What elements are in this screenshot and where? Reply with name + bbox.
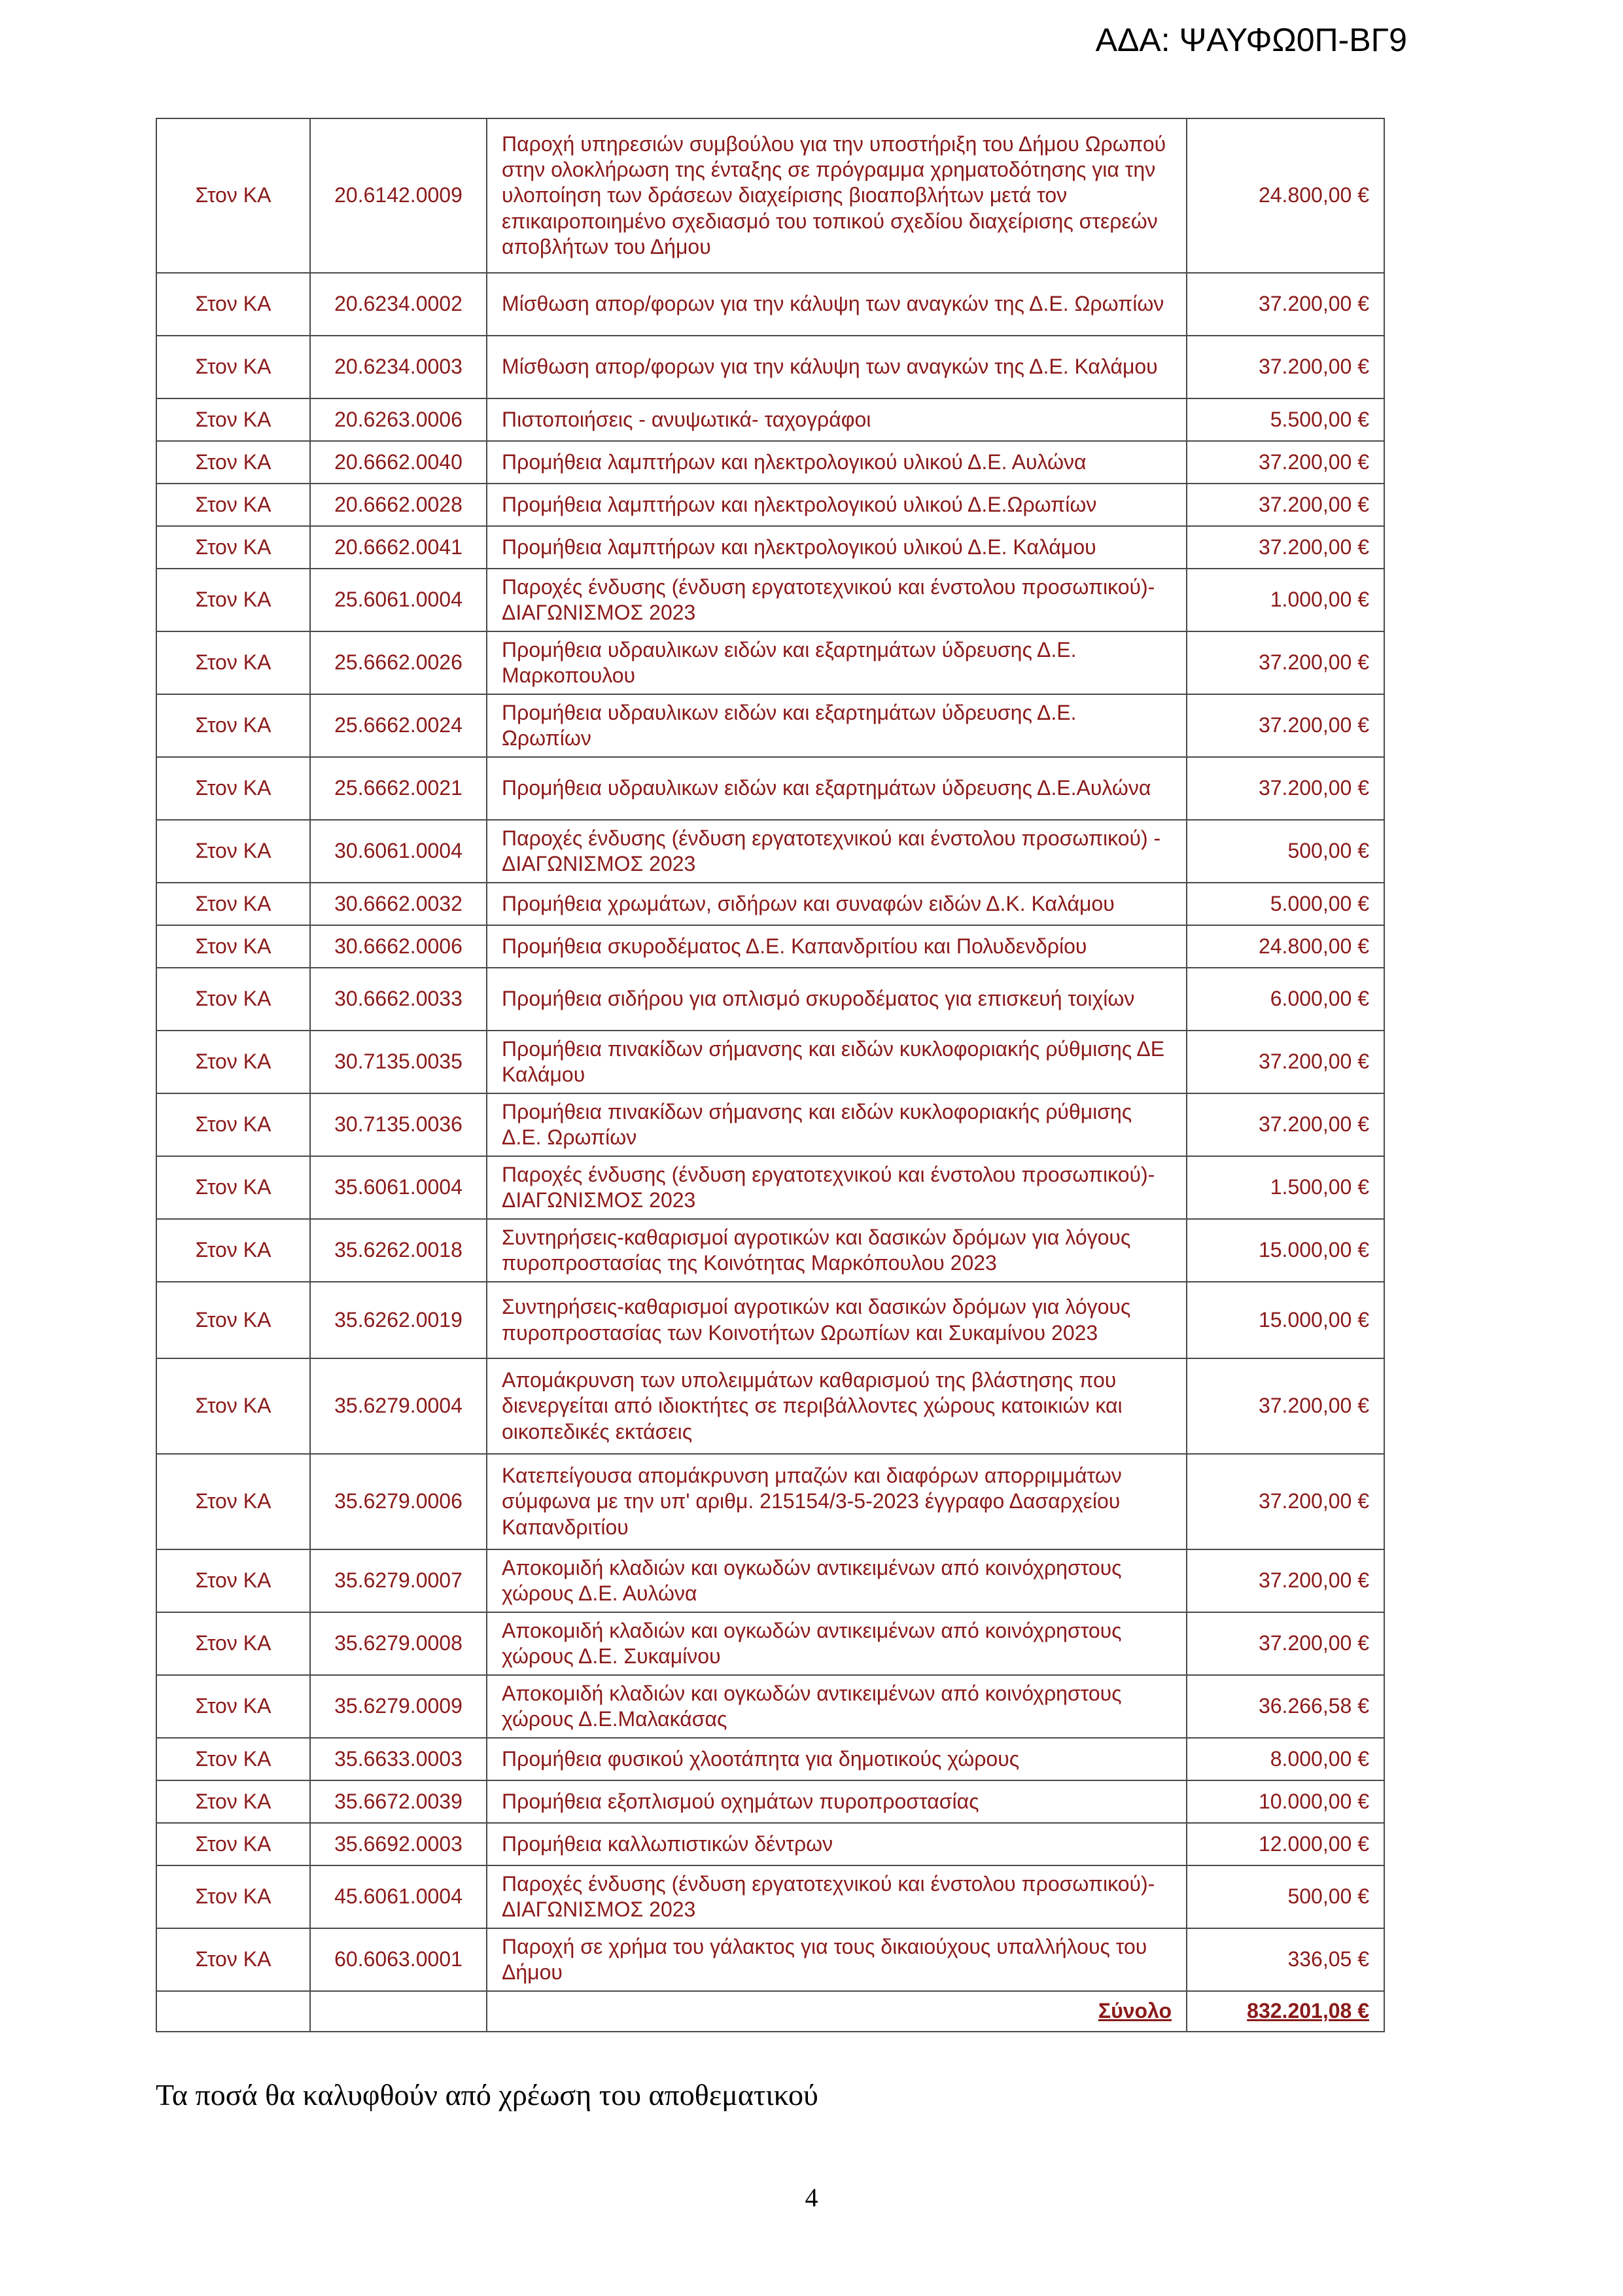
row-description: Προμήθεια χρωμάτων, σιδήρων και συναφών ειδών Δ.Κ. Καλάμου bbox=[487, 883, 1187, 925]
table-row bbox=[156, 1865, 1384, 1928]
row-code: 20.6142.0009 bbox=[310, 118, 487, 273]
row-description: Προμήθεια υδραυλικων ειδών και εξαρτημάτων ύδρευσης Δ.Ε. Ωρωπίων bbox=[487, 694, 1187, 757]
row-label: Στον ΚΑ bbox=[156, 1865, 310, 1928]
row-amount: 37.200,00 € bbox=[1187, 273, 1384, 336]
row-code: 25.6662.0024 bbox=[310, 694, 487, 757]
row-amount: 37.200,00 € bbox=[1187, 336, 1384, 398]
row-label: Στον ΚΑ bbox=[156, 968, 310, 1031]
row-code: 25.6662.0026 bbox=[310, 631, 487, 694]
row-code: 30.6662.0006 bbox=[310, 925, 487, 968]
table-row bbox=[156, 336, 1384, 398]
row-label: Στον ΚΑ bbox=[156, 820, 310, 883]
row-amount: 24.800,00 € bbox=[1187, 925, 1384, 968]
table-row bbox=[156, 1454, 1384, 1549]
row-description: Προμήθεια σιδήρου για οπλισμό σκυροδέματος για επισκευή τοιχίων bbox=[487, 968, 1187, 1031]
row-description: Παροχή υπηρεσιών συμβούλου για την υποστήριξη του Δήμου Ωρωπού στην ολοκλήρωση της ένταξης σε πρόγραμμα χρηματοδότησης για την υλοποίηση των δράσεων διαχείρισης βιοαποβλήτων μετά τον επικαιροποιημένο σχεδιασμό του τοπικού σχεδίου διαχείρισης στερεών αποβλήτων του Δήμου bbox=[487, 118, 1187, 273]
row-description: Προμήθεια εξοπλισμού οχημάτων πυροπροστασίας bbox=[487, 1780, 1187, 1823]
row-amount: 37.200,00 € bbox=[1187, 1612, 1384, 1675]
row-amount: 37.200,00 € bbox=[1187, 484, 1384, 526]
row-description: Προμήθεια πινακίδων σήμανσης και ειδών κυκλοφοριακής ρύθμισης ΔΕ Καλάμου bbox=[487, 1031, 1187, 1093]
table-row bbox=[156, 1780, 1384, 1823]
row-description: Κατεπείγουσα απομάκρυνση μπαζών και διαφόρων απορριμμάτων σύμφωνα με την υπ' αριθμ. 215154/3-5-2023 έγγραφο Δασαρχείου Καπανδριτίου bbox=[487, 1454, 1187, 1549]
row-code: 35.6262.0018 bbox=[310, 1219, 487, 1282]
row-code: 35.6279.0004 bbox=[310, 1358, 487, 1454]
row-description: Προμήθεια λαμπτήρων και ηλεκτρολογικού υλικού Δ.Ε. Καλάμου bbox=[487, 526, 1187, 569]
row-label: Στον ΚΑ bbox=[156, 1454, 310, 1549]
table-row bbox=[156, 757, 1384, 820]
row-amount: 37.200,00 € bbox=[1187, 526, 1384, 569]
row-amount: 5.500,00 € bbox=[1187, 398, 1384, 441]
table-row bbox=[156, 883, 1384, 925]
row-code: 35.6279.0008 bbox=[310, 1612, 487, 1675]
table-row bbox=[156, 273, 1384, 336]
row-description: Προμήθεια λαμπτήρων και ηλεκτρολογικού υλικού Δ.Ε. Αυλώνα bbox=[487, 441, 1187, 484]
table-row bbox=[156, 1282, 1384, 1358]
row-label: Στον ΚΑ bbox=[156, 1282, 310, 1358]
row-description: Προμήθεια πινακίδων σήμανσης και ειδών κυκλοφοριακής ρύθμισης Δ.Ε. Ωρωπίων bbox=[487, 1093, 1187, 1156]
footer-note: Τα ποσά θα καλυφθούν από χρέωση του αποθεματικού bbox=[156, 2078, 818, 2111]
row-label: Στον ΚΑ bbox=[156, 118, 310, 273]
table-row bbox=[156, 118, 1384, 273]
row-label: Στον ΚΑ bbox=[156, 336, 310, 398]
row-label: Στον ΚΑ bbox=[156, 1612, 310, 1675]
row-label: Στον ΚΑ bbox=[156, 526, 310, 569]
table-row bbox=[156, 968, 1384, 1031]
table-row bbox=[156, 1675, 1384, 1738]
row-description: Παροχές ένδυσης (ένδυση εργατοτεχνικού και ένστολου προσωπικού)- ΔΙΑΓΩΝΙΣΜΟΣ 2023 bbox=[487, 1156, 1187, 1219]
row-amount: 37.200,00 € bbox=[1187, 441, 1384, 484]
row-description: Αποκομιδή κλαδιών και ογκωδών αντικειμένων από κοινόχρηστους χώρους Δ.Ε.Μαλακάσας bbox=[487, 1675, 1187, 1738]
row-label: Στον ΚΑ bbox=[156, 1031, 310, 1093]
row-label: Στον ΚΑ bbox=[156, 1358, 310, 1454]
row-code: 45.6061.0004 bbox=[310, 1865, 487, 1928]
row-label: Στον ΚΑ bbox=[156, 1738, 310, 1780]
row-label: Στον ΚΑ bbox=[156, 925, 310, 968]
row-description: Συντηρήσεις-καθαρισμοί αγροτικών και δασικών δρόμων για λόγους πυροπροστασίας των Κοινοτήτων Ωρωπίων και Συκαμίνου 2023 bbox=[487, 1282, 1187, 1358]
row-description: Προμήθεια καλλωπιστικών δέντρων bbox=[487, 1823, 1187, 1865]
row-amount: 5.000,00 € bbox=[1187, 883, 1384, 925]
total-row bbox=[156, 1991, 1384, 2032]
table-row bbox=[156, 1738, 1384, 1780]
row-amount: 37.200,00 € bbox=[1187, 1549, 1384, 1612]
row-code: 35.6279.0009 bbox=[310, 1675, 487, 1738]
table-row bbox=[156, 1219, 1384, 1282]
budget-table bbox=[156, 118, 1385, 2032]
row-amount: 37.200,00 € bbox=[1187, 1454, 1384, 1549]
total-amount: 832.201,08 € bbox=[1187, 1991, 1384, 2032]
page-number: 4 bbox=[805, 2183, 818, 2212]
row-code: 60.6063.0001 bbox=[310, 1928, 487, 1991]
row-label: Στον ΚΑ bbox=[156, 484, 310, 526]
row-amount: 10.000,00 € bbox=[1187, 1780, 1384, 1823]
row-label: Στον ΚΑ bbox=[156, 441, 310, 484]
row-label: Στον ΚΑ bbox=[156, 1823, 310, 1865]
row-amount: 15.000,00 € bbox=[1187, 1282, 1384, 1358]
table-row bbox=[156, 925, 1384, 968]
row-code: 20.6263.0006 bbox=[310, 398, 487, 441]
row-amount: 500,00 € bbox=[1187, 1865, 1384, 1928]
row-code: 30.7135.0036 bbox=[310, 1093, 487, 1156]
table-row bbox=[156, 1549, 1384, 1612]
row-description: Παροχή σε χρήμα του γάλακτος για τους δικαιούχους υπαλλήλους του Δήμου bbox=[487, 1928, 1187, 1991]
row-description: Προμήθεια υδραυλικων ειδών και εξαρτημάτων ύδρευσης Δ.Ε. Μαρκοπουλου bbox=[487, 631, 1187, 694]
row-amount: 24.800,00 € bbox=[1187, 118, 1384, 273]
row-description: Αποκομιδή κλαδιών και ογκωδών αντικειμένων από κοινόχρηστους χώρους Δ.Ε. Συκαμίνου bbox=[487, 1612, 1187, 1675]
row-code: 25.6662.0021 bbox=[310, 757, 487, 820]
row-description: Απομάκρυνση των υπολειμμάτων καθαρισμού της βλάστησης που διενεργείται από ιδιοκτήτες σε περιβάλλοντες χώρους κατοικιών και οικοπεδικές εκτάσεις bbox=[487, 1358, 1187, 1454]
row-label: Στον ΚΑ bbox=[156, 883, 310, 925]
row-label: Στον ΚΑ bbox=[156, 757, 310, 820]
total-empty-cell bbox=[156, 1991, 310, 2032]
row-amount: 37.200,00 € bbox=[1187, 757, 1384, 820]
row-code: 35.6633.0003 bbox=[310, 1738, 487, 1780]
table-row bbox=[156, 820, 1384, 883]
table-row bbox=[156, 441, 1384, 484]
table-row bbox=[156, 1358, 1384, 1454]
row-label: Στον ΚΑ bbox=[156, 1928, 310, 1991]
row-code: 30.6061.0004 bbox=[310, 820, 487, 883]
row-amount: 8.000,00 € bbox=[1187, 1738, 1384, 1780]
row-amount: 37.200,00 € bbox=[1187, 1093, 1384, 1156]
row-amount: 6.000,00 € bbox=[1187, 968, 1384, 1031]
row-description: Προμήθεια υδραυλικων ειδών και εξαρτημάτων ύδρευσης Δ.Ε.Αυλώνα bbox=[487, 757, 1187, 820]
row-label: Στον ΚΑ bbox=[156, 1549, 310, 1612]
row-label: Στον ΚΑ bbox=[156, 273, 310, 336]
row-code: 35.6279.0006 bbox=[310, 1454, 487, 1549]
row-code: 35.6061.0004 bbox=[310, 1156, 487, 1219]
row-code: 20.6662.0041 bbox=[310, 526, 487, 569]
row-description: Αποκομιδή κλαδιών και ογκωδών αντικειμένων από κοινόχρηστους χώρους Δ.Ε. Αυλώνα bbox=[487, 1549, 1187, 1612]
row-description: Μίσθωση απορ/φορων για την κάλυψη των αναγκών της Δ.Ε. Καλάμου bbox=[487, 336, 1187, 398]
total-label: Σύνολο bbox=[487, 1991, 1187, 2032]
row-amount: 1.000,00 € bbox=[1187, 569, 1384, 631]
row-amount: 12.000,00 € bbox=[1187, 1823, 1384, 1865]
row-amount: 15.000,00 € bbox=[1187, 1219, 1384, 1282]
row-code: 20.6662.0028 bbox=[310, 484, 487, 526]
row-code: 20.6662.0040 bbox=[310, 441, 487, 484]
row-amount: 37.200,00 € bbox=[1187, 694, 1384, 757]
row-code: 30.7135.0035 bbox=[310, 1031, 487, 1093]
row-code: 30.6662.0033 bbox=[310, 968, 487, 1031]
row-label: Στον ΚΑ bbox=[156, 1156, 310, 1219]
budget-table-body bbox=[156, 118, 1384, 2032]
row-label: Στον ΚΑ bbox=[156, 1219, 310, 1282]
document-code: ΑΔΑ: ΨΑΥΦΩ0Π-ΒΓ9 bbox=[1095, 22, 1407, 58]
row-description: Παροχές ένδυσης (ένδυση εργατοτεχνικού και ένστολου προσωπικού)- ΔΙΑΓΩΝΙΣΜΟΣ 2023 bbox=[487, 569, 1187, 631]
row-code: 20.6234.0003 bbox=[310, 336, 487, 398]
row-code: 30.6662.0032 bbox=[310, 883, 487, 925]
row-description: Παροχές ένδυσης (ένδυση εργατοτεχνικού και ένστολου προσωπικού)- ΔΙΑΓΩΝΙΣΜΟΣ 2023 bbox=[487, 1865, 1187, 1928]
row-code: 20.6234.0002 bbox=[310, 273, 487, 336]
row-label: Στον ΚΑ bbox=[156, 398, 310, 441]
row-amount: 1.500,00 € bbox=[1187, 1156, 1384, 1219]
table-row bbox=[156, 631, 1384, 694]
row-label: Στον ΚΑ bbox=[156, 1675, 310, 1738]
total-empty-cell bbox=[310, 1991, 487, 2032]
row-amount: 500,00 € bbox=[1187, 820, 1384, 883]
table-row bbox=[156, 694, 1384, 757]
table-row bbox=[156, 569, 1384, 631]
row-label: Στον ΚΑ bbox=[156, 694, 310, 757]
row-amount: 36.266,58 € bbox=[1187, 1675, 1384, 1738]
row-code: 25.6061.0004 bbox=[310, 569, 487, 631]
row-label: Στον ΚΑ bbox=[156, 631, 310, 694]
row-label: Στον ΚΑ bbox=[156, 569, 310, 631]
row-amount: 37.200,00 € bbox=[1187, 1031, 1384, 1093]
table-row bbox=[156, 1928, 1384, 1991]
row-amount: 37.200,00 € bbox=[1187, 631, 1384, 694]
row-code: 35.6692.0003 bbox=[310, 1823, 487, 1865]
row-description: Παροχές ένδυσης (ένδυση εργατοτεχνικού και ένστολου προσωπικού) - ΔΙΑΓΩΝΙΣΜΟΣ 2023 bbox=[487, 820, 1187, 883]
table-row bbox=[156, 1031, 1384, 1093]
row-amount: 37.200,00 € bbox=[1187, 1358, 1384, 1454]
row-code: 35.6672.0039 bbox=[310, 1780, 487, 1823]
row-code: 35.6262.0019 bbox=[310, 1282, 487, 1358]
table-row bbox=[156, 484, 1384, 526]
row-label: Στον ΚΑ bbox=[156, 1780, 310, 1823]
row-description: Προμήθεια λαμπτήρων και ηλεκτρολογικού υλικού Δ.Ε.Ωρωπίων bbox=[487, 484, 1187, 526]
row-description: Μίσθωση απορ/φορων για την κάλυψη των αναγκών της Δ.Ε. Ωρωπίων bbox=[487, 273, 1187, 336]
table-row bbox=[156, 1093, 1384, 1156]
row-amount: 336,05 € bbox=[1187, 1928, 1384, 1991]
row-code: 35.6279.0007 bbox=[310, 1549, 487, 1612]
row-description: Πιστοποιήσεις - ανυψωτικά- ταχογράφοι bbox=[487, 398, 1187, 441]
table-row bbox=[156, 1612, 1384, 1675]
table-row bbox=[156, 398, 1384, 441]
row-description: Συντηρήσεις-καθαρισμοί αγροτικών και δασικών δρόμων για λόγους πυροπροστασίας της Κοινότητας Μαρκόπουλου 2023 bbox=[487, 1219, 1187, 1282]
table-row bbox=[156, 1823, 1384, 1865]
row-description: Προμήθεια σκυροδέματος Δ.Ε. Καπανδριτίου και Πολυδενδρίου bbox=[487, 925, 1187, 968]
row-label: Στον ΚΑ bbox=[156, 1093, 310, 1156]
table-row bbox=[156, 526, 1384, 569]
row-description: Προμήθεια φυσικού χλοοτάπητα για δημοτικούς χώρους bbox=[487, 1738, 1187, 1780]
table-row bbox=[156, 1156, 1384, 1219]
